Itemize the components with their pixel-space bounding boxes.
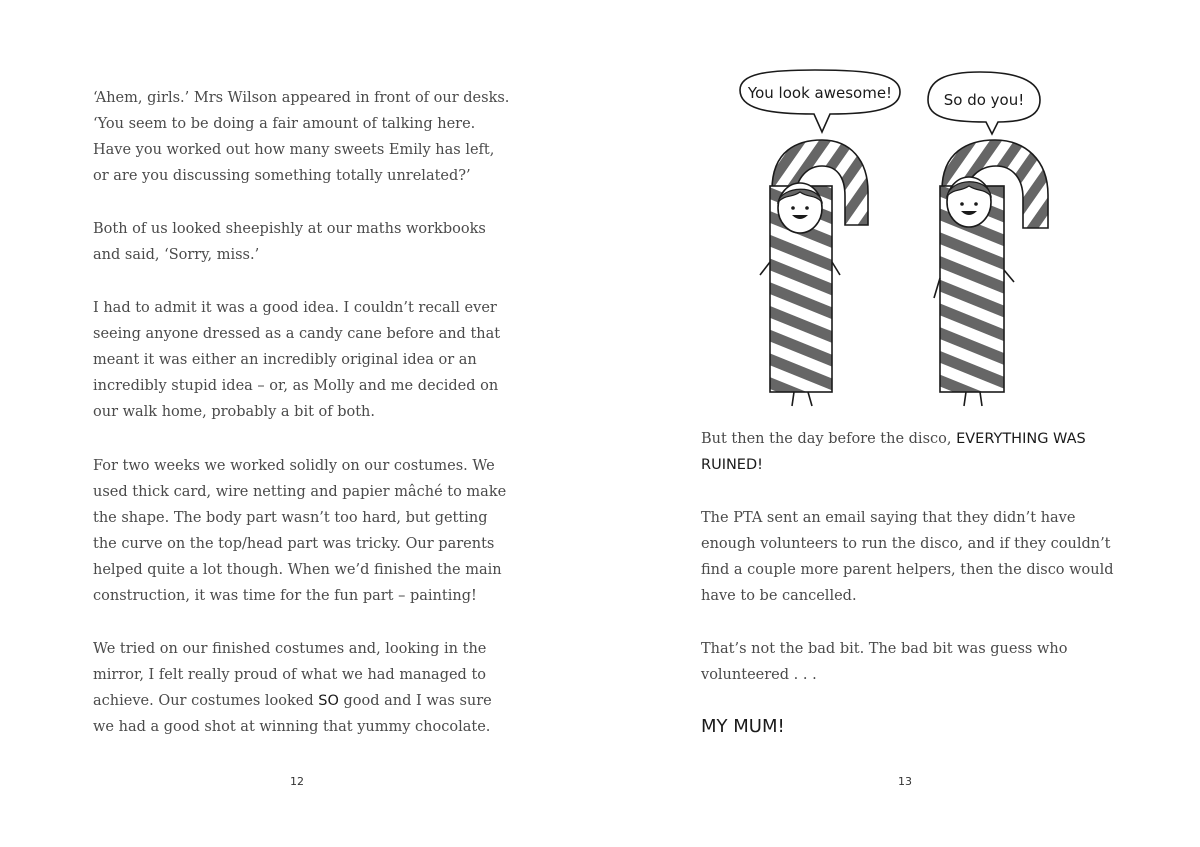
paragraph-4: For two weeks we worked solidly on our costumes. We used thick card, wire netting and papier mâché to make the shape. The body part wasn’t too hard, but getting the curve on the top/head part was tricky. Our parents helped quite a lot though. When we’d finished the main construction, it was time for the fun part – painting! (93, 458, 507, 604)
candy-cane-left (760, 140, 868, 406)
candy-cane-illustration (600, 0, 1200, 420)
speech-bubble-left (740, 70, 900, 132)
right-page (600, 0, 1200, 847)
emphasis-everything-ruined: EVERYTHING WAS RUINED! (701, 431, 1086, 473)
paragraph-5-start: We tried on our finished costumes and, looking in the mirror, I felt really proud of what we had managed to achieve. Our costumes looked (93, 641, 487, 709)
paragraph-7: The PTA sent an email saying that they didn’t have enough volunteers to run the disco, and if they couldn’t find a couple more parent helpers, then the disco would have to be cancelled. (701, 510, 1114, 604)
paragraph-1: ‘Ahem, girls.’ Mrs Wilson appeared in front of our desks. ‘You seem to be doing a fair amount of talking here. Have you worked out how many sweets Emily has left, or are you discussing something totally unrelated?’ (93, 90, 510, 184)
emphasis-so: SO (318, 693, 339, 709)
paragraph-6 (701, 426, 1121, 478)
paragraph-2: Both of us looked sheepishly at our maths workbooks and said, ‘Sorry, miss.’ (93, 221, 486, 263)
page-number-right: 13 (898, 775, 912, 788)
paragraph-9: MY MUM! (701, 716, 785, 737)
speech-bubble-right (928, 72, 1040, 134)
page-number-left: 12 (290, 775, 304, 788)
bubble-right-text: So do you! (943, 91, 1025, 109)
candy-cane-right (934, 140, 1048, 406)
paragraph-5 (93, 636, 513, 740)
paragraph-6-start: But then the day before the disco, (701, 431, 957, 447)
bubble-left-text: You look awesome! (747, 84, 893, 102)
paragraph-5-end: good and I was sure we had a good shot at winning that yummy chocolate. (93, 693, 492, 735)
paragraph-8: That’s not the bad bit. The bad bit was guess who volunteered . . . (701, 641, 1068, 683)
paragraph-3: I had to admit it was a good idea. I couldn’t recall ever seeing anyone dressed as a candy cane before and that meant it was either an incredibly original idea or an incredibly stupid idea – or, as Molly and me decided on our walk home, probably a bit of both. (93, 300, 501, 420)
